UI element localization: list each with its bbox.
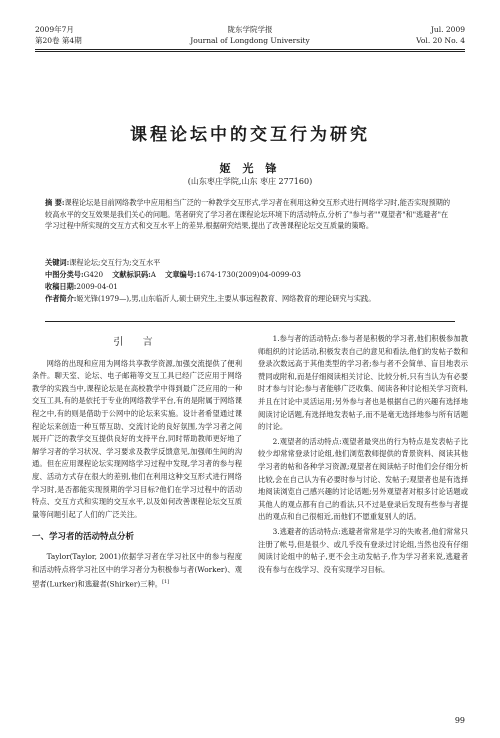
intro-paragraph: 网络的出现和应用为网络共享教学资源,加强交流提供了便利条件。聊天室、论坛、电子邮箱等交互工具已经广泛应用于网络教学的实践当中,课程论坛是在高校教学中得到最广泛应用的一种交互工具,有的是依托于专业的网络教学平台,有的是附属于网络课程之中,有的则是借助于公网中的论坛来实施。设计者希望通过课程论坛来创造一种互帮互助、交流讨论的良好氛围,为学习者之间展开广泛的教学交互提供良好的支持平台,同时帮助教师更好地了解学习者的学习状况、学习要求及教学反馈意见,加强师生间的沟通。但在应用课程论坛实现网络学习过程中发现,学习者的参与程度、活动方式存在很大的差别,他们在利用这种交互形式进行网络学习时,是否都能实现预期的学习目标?他们在学习过程中的活动特点、交互方式和实现的交互水平,以及如何改善课程论坛交互质量等问题引起了人们的广泛关注。 xyxy=(32,358,242,519)
section-paragraph xyxy=(32,551,242,591)
section-heading: 一、学习者的活动特点分析 xyxy=(32,532,135,543)
affiliation: (山东枣庄学院,山东 枣庄 277160) xyxy=(187,177,313,186)
journal-name-en: Journal of Longdong University xyxy=(190,36,310,45)
citation-ref[interactable]: [1] xyxy=(162,579,170,586)
page-number: 99 xyxy=(454,716,465,725)
keywords xyxy=(45,257,455,269)
left-column xyxy=(32,333,242,591)
keywords-text: 课程论坛;交互行为;交互水平 xyxy=(69,258,161,267)
clc-value: G420 xyxy=(83,270,104,279)
paper-title: 课程论坛中的交互行为研究 xyxy=(130,125,370,145)
author-note-label: 作者简介: xyxy=(45,294,77,303)
lurker-paragraph: 2.观望者的活动特点:观望者最突出的行为特点是发表帖子比较少却常常登录讨论组,他们浏览教师提供的背景资料、阅读其他学习者的帖和各种学习资源;观望者在阅读帖子时他们会仔细分析比较,会在自己认为有必要时参与讨论、发帖子;观望者也是有选择地阅读浏览自己感兴趣的讨论话题;另外观望者对根多讨论话题或其他人的观点都有自己的看法,只不过是登录后发现有些参与者提出的观点和自己很相近,而他们不愿重复别人的话。 xyxy=(258,436,468,522)
author-note-text: 姬光锋(1979—),男,山东临沂人,硕士研究生,主要从事远程教育、网络教育的理论研究与实践。 xyxy=(76,294,376,303)
classification xyxy=(45,269,455,281)
abstract-rule xyxy=(45,321,455,322)
received-label: 收稿日期: xyxy=(45,282,77,291)
abstract-label: 摘 要: xyxy=(45,198,65,207)
header-date: 2009年7月 xyxy=(35,25,74,34)
author-note xyxy=(45,293,455,305)
section-text: Taylor(Taylor, 2001)依据学习者在学习社区中的参与程度和活动特点将学习社区中的学习者分为积极参与者(Worker)、观望者(Lurker)和逃避者(Shirker)三种。 xyxy=(32,551,242,589)
doc-code-value: A xyxy=(150,270,156,279)
header-volume-en: Vol. 20 No. 4 xyxy=(416,36,465,45)
participant-paragraph: 1.参与者的活动特点:参与者是积极的学习者,他们积极参加教师组织的讨论活动,积极发表自己的意见和看法,他们的发帖子数和登录次数远高于其他类型的学习者;参与者不会简单、盲目地表示赞同或附和,而是仔细阅读相关讨论、比较分析,只有当认为有必要时才参与讨论;参与者能够广泛收集、阅读各种讨论相关学习资料,并且在讨论中灵活运用;另外参与者也是根据自己的兴趣有选择地阅读讨论话题,有选择地发表帖子,而不是毫无选择地参与所有话题的讨论。 xyxy=(258,334,468,432)
abstract-text: 课程论坛是目前网络教学中应用相当广泛的一种教学交互形式,学习者在利用这种交互形式进行网络学习时,能否实现预期的较高水平的交互效果是我们关心的问题。笔者研究了学习者在课程论坛环境下的活动特点,分析了"参与者""观望者"和"逃避者"在学习过程中所实现的交互方式和交互水平上的差异,根据研究结果,提出了改善课程论坛交互质量的策略。 xyxy=(45,198,451,230)
received-date xyxy=(45,281,455,293)
header-volume: 第20卷 第4期 xyxy=(35,36,82,45)
intro-heading: 引 言 xyxy=(113,337,161,348)
doc-code-label: 文献标识码: xyxy=(112,270,151,279)
header-date-en: Jul. 2009 xyxy=(430,25,465,34)
header-rule-2 xyxy=(35,51,465,52)
received-value: 2009-04-01 xyxy=(76,282,118,291)
article-no-label: 文章编号: xyxy=(165,270,197,279)
header-rule xyxy=(35,49,465,50)
abstract xyxy=(45,197,455,232)
journal-name: 陇东学院学报 xyxy=(227,25,273,34)
author-name: 姬 光 锋 xyxy=(219,162,281,175)
right-column xyxy=(258,333,468,576)
article-no-value: 1674-1730(2009)04-0099-03 xyxy=(196,270,301,279)
clc-label: 中图分类号: xyxy=(45,270,84,279)
shirker-paragraph: 3.逃避者的活动特点:逃避者常常是学习的失败者,他们常常只注册了帐号,但是很少、或几乎没有登录过讨论组,当然也没有仔细阅读讨论组中的帖子,更不会主动发帖子,作为学习者来说,逃避者没有参与在线学习、没有实现学习目标。 xyxy=(258,526,468,574)
keywords-label: 关键词: xyxy=(45,258,70,267)
